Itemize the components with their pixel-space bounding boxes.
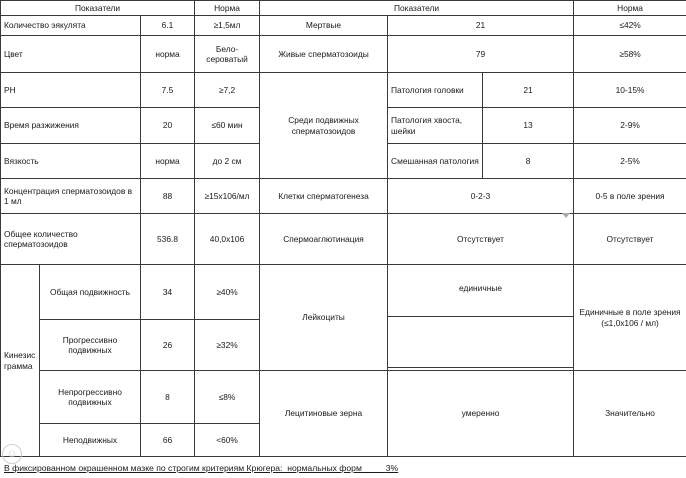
row-name-agglutination: Спермоаглютинация <box>260 214 388 265</box>
row-value-spermatogenesis: 0-2-3 <box>388 179 574 214</box>
row-norm-spermatogenesis: 0-5 в поле зрения <box>574 179 686 214</box>
row-name-mixed-pathology: Смешанная патология <box>388 144 483 179</box>
kruger-normal-forms-value: 3% <box>385 463 399 473</box>
row-name-spermatogenesis: Клетки сперматогенеза <box>260 179 388 214</box>
row-value-leukocytes: единичные <box>388 265 574 371</box>
row-norm-agglutination: Отсутствует <box>574 214 686 265</box>
row-value-ejaculate-volume: 6.1 <box>141 16 195 36</box>
row-value-concentration: 88 <box>141 179 195 214</box>
row-name-nonprogressive: Непрогрессивно подвижных <box>40 371 141 424</box>
row-value-nonprogressive: 8 <box>141 371 195 424</box>
row-value-total-motility: 34 <box>141 265 195 320</box>
row-value-tail-pathology: 13 <box>483 108 574 144</box>
row-norm-tail-pathology: 2-9% <box>574 108 686 144</box>
row-name-progressive: Прогрессивно подвижных <box>40 320 141 371</box>
row-name-ejaculate-volume: Количество эякулята <box>1 16 141 36</box>
row-value-progressive: 26 <box>141 320 195 371</box>
watermark-logo-icon: ☺ <box>2 444 22 464</box>
row-name-immotile: Неподвижных <box>40 424 141 457</box>
leukocytes-divider <box>387 316 573 317</box>
row-norm-total-count: 40,0х106 <box>195 214 260 265</box>
header-indicators-left: Показатели <box>1 1 195 16</box>
row-name-liquefaction-time: Время разжижения <box>1 108 141 144</box>
dropdown-arrow-icon <box>562 213 570 218</box>
row-norm-ph: ≥7,2 <box>195 73 260 108</box>
row-value-dead: 21 <box>388 16 574 36</box>
row-norm-lecithin: Значительно <box>574 371 686 457</box>
row-name-ph: PH <box>1 73 141 108</box>
row-norm-alive: ≥58% <box>574 36 686 73</box>
row-norm-head-pathology: 10-15% <box>574 73 686 108</box>
row-name-leukocytes: Лейкоциты <box>260 265 388 371</box>
row-value-alive: 79 <box>388 36 574 73</box>
row-norm-concentration: ≥15х106/мл <box>195 179 260 214</box>
row-name-lecithin: Лецитиновые зерна <box>260 371 388 457</box>
row-norm-color: Бело-сероватый <box>195 36 260 73</box>
row-name-total-motility: Общая подвижность <box>40 265 141 320</box>
row-norm-immotile: <60% <box>195 424 260 457</box>
kruger-footer <box>4 463 398 473</box>
row-name-alive: Живые сперматозоиды <box>260 36 388 73</box>
row-value-immotile: 66 <box>141 424 195 457</box>
header-norm-right: Норма <box>574 1 686 16</box>
kruger-note-text: В фиксированном окрашенном мазке по строгим критериям Крюгера: нормальных форм <box>4 463 362 473</box>
row-name-head-pathology: Патология головки <box>388 73 483 108</box>
row-norm-nonprogressive: ≤8% <box>195 371 260 424</box>
row-value-color: норма <box>141 36 195 73</box>
row-name-total-count: Общее количество сперматозоидов <box>1 214 141 265</box>
row-norm-dead: ≤42% <box>574 16 686 36</box>
row-name-tail-pathology: Патология хвоста, шейки <box>388 108 483 144</box>
row-norm-mixed-pathology: 2-5% <box>574 144 686 179</box>
row-value-mixed-pathology: 8 <box>483 144 574 179</box>
row-norm-liquefaction-time: ≤60 мин <box>195 108 260 144</box>
row-name-dead: Мертвые <box>260 16 388 36</box>
row-value-ph: 7.5 <box>141 73 195 108</box>
row-value-total-count: 536.8 <box>141 214 195 265</box>
header-indicators-right: Показатели <box>260 1 574 16</box>
lecithin-divider <box>387 367 573 368</box>
row-norm-viscosity: до 2 см <box>195 144 260 179</box>
kinesis-label: Кинезис грамма <box>1 265 40 457</box>
motile-group-label: Среди подвижных сперматозоидов <box>260 73 388 179</box>
row-name-concentration: Концентрация сперматозоидов в 1 мл <box>1 179 141 214</box>
row-norm-total-motility: ≥40% <box>195 265 260 320</box>
row-norm-leukocytes: Единичные в поле зрения (≤1,0х106 / мл) <box>574 265 686 371</box>
row-norm-progressive: ≥32% <box>195 320 260 371</box>
row-value-liquefaction-time: 20 <box>141 108 195 144</box>
header-norm-left: Норма <box>195 1 260 16</box>
row-name-color: Цвет <box>1 36 141 73</box>
row-value-head-pathology: 21 <box>483 73 574 108</box>
row-value-lecithin: умеренно <box>388 371 574 457</box>
row-value-agglutination: Отсутствует <box>388 214 574 265</box>
row-value-viscosity: норма <box>141 144 195 179</box>
row-norm-ejaculate-volume: ≥1,5мл <box>195 16 260 36</box>
row-name-viscosity: Вязкость <box>1 144 141 179</box>
